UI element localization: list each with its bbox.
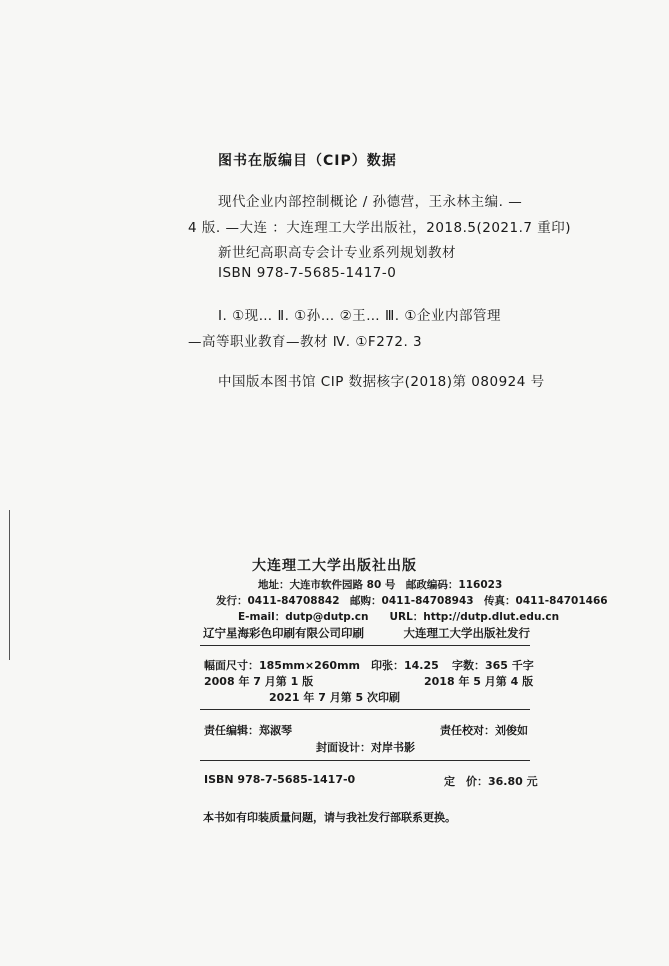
first-edition: 2008 年 7 月第 1 版 [204,675,314,688]
cover-design: 封面设计：对岸书影 [316,741,415,754]
publisher-phones: 发行：0411-84708842 邮购：0411-84708943 传真：0411-84701466 [216,595,608,607]
printing: 2021 年 7 月第 5 次印刷 [268,691,401,704]
divider [200,645,530,646]
publisher-name: 大连理工大学出版社出版 [252,558,417,574]
proofreader: 责任校对：刘俊如 [440,724,528,737]
divider [200,709,530,710]
cip-line-classification: —高等职业教育—教材 Ⅳ. ①F272. 3 [188,334,423,350]
responsible-editor: 责任编辑：郑淑琴 [204,724,292,737]
cip-line-series: 新世纪高职高专会计专业系列规划教材 [218,245,456,261]
publisher-web: E-mail：dutp@dutp.cn URL：http://dutp.dlut.edu.cn [238,611,560,623]
publisher-address: 地址：大连市软件园路 80 号 邮政编码：116023 [258,579,503,591]
cip-line-title: 现代企业内部控制概论 / 孙德营，王永林主编. — [218,194,523,210]
cip-line-isbn: ISBN 978-7-5685-1417-0 [218,265,397,281]
cip-heading: 图书在版编目（CIP）数据 [218,153,397,169]
cip-line-subjects: Ⅰ. ①现… Ⅱ. ①孙… ②王… Ⅲ. ①企业内部管理 [218,308,501,324]
cip-line-edition: 4 版. —大连 ：大连理工大学出版社，2018.5(2021.7 重印) [188,220,572,236]
word-count: 字数：365 千字 [452,659,534,672]
print-sheets: 印张：14.25 [371,659,439,672]
quality-notice: 本书如有印装质量问题，请与我社发行部联系更换。 [203,811,456,824]
divider [200,760,530,761]
cip-line-record-number: 中国版本图书馆 CIP 数据核字(2018)第 080924 号 [218,374,545,390]
printer-distributor-row [203,625,530,641]
printer: 辽宁星海彩色印刷有限公司印刷 [203,626,364,640]
fourth-edition: 2018 年 5 月第 4 版 [424,675,534,688]
price: 定 价：36.80 元 [444,775,538,788]
scan-edge-mark [9,510,10,660]
distributor: 大连理工大学出版社发行 [403,626,530,640]
isbn: ISBN 978-7-5685-1417-0 [204,773,356,786]
format-size: 幅面尺寸：185mm×260mm [204,659,360,672]
